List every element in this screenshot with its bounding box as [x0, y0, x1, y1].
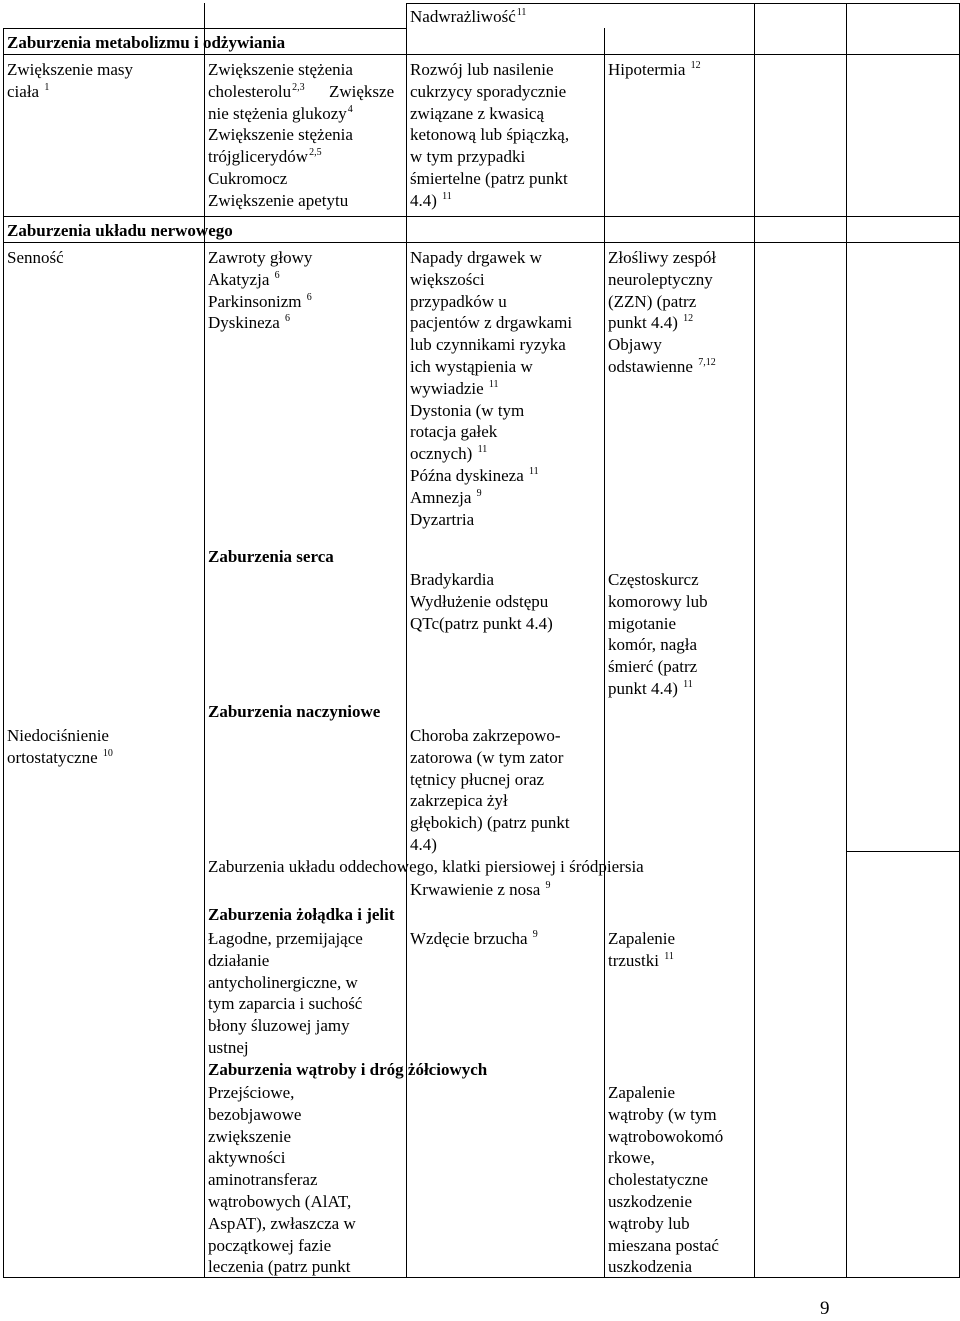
cell-line-text: QTc(patrz punkt 4.4): [410, 613, 553, 633]
cell-line: [410, 769, 570, 791]
cell-line: [608, 1191, 723, 1213]
reference-superscript: 11: [683, 678, 693, 690]
reference-superscript: 11: [442, 190, 452, 202]
reference-superscript: 12: [683, 313, 694, 325]
cell-line: [208, 1169, 356, 1191]
reference-superscript: 4: [347, 103, 353, 115]
cell-line: [410, 928, 538, 950]
cell-line-text: tym zaparcia i suchość: [208, 994, 363, 1014]
reference-superscript: 2,5: [309, 147, 322, 159]
cell-line-text: bezobjawowe: [208, 1104, 302, 1124]
reference-superscript: 2,3: [292, 81, 305, 93]
cell-line-text: zwiększenie: [208, 1126, 292, 1146]
cell-line: [608, 334, 716, 356]
cell-line-text: wątrobowokomó: [608, 1126, 724, 1146]
cell-line-text: Przejściowe,: [208, 1083, 295, 1102]
cell-line-text: Późna dyskineza: [410, 465, 529, 485]
cell-line-text: rotacja gałek: [410, 422, 498, 442]
cell-line: [208, 993, 363, 1015]
cell-line-text: Akatyzja: [208, 269, 274, 289]
cell-line: [410, 400, 572, 422]
cell-line: [608, 613, 708, 635]
cell-line-text: ocznych): [410, 444, 477, 464]
cell-line: [410, 487, 572, 509]
reference-superscript: 10: [102, 747, 113, 759]
gastro-col3-cell: [410, 928, 538, 950]
respiratory-col3-cell: [410, 879, 551, 901]
cell-line: [208, 1191, 356, 1213]
cell-line: [208, 1037, 363, 1059]
cell-line-text: nie stężenia glukozy: [208, 103, 347, 123]
cell-line-text: cholesterolu: [208, 81, 292, 101]
cell-line-text: większości: [410, 269, 485, 289]
cell-line: [410, 591, 553, 613]
section-metabolic: Zaburzenia metabolizmu i odżywiania: [7, 33, 286, 52]
cell-line-text: Zapalenie: [608, 929, 676, 948]
cell-line: [410, 465, 572, 487]
cell-line: [410, 834, 570, 856]
cell-line-text: Zwiększenie stężenia: [208, 125, 353, 145]
cell-line-text: wątroby (w tym: [608, 1104, 717, 1124]
cell-line: [208, 1256, 356, 1278]
cell-line-text: wątrobowych (AlAT,: [208, 1191, 352, 1211]
cell-line: [208, 59, 353, 81]
cell-line: [208, 972, 363, 994]
cell-line: [208, 950, 363, 972]
cell-line: [208, 1104, 356, 1126]
cell-line-text: Parkinsonizm: [208, 291, 306, 311]
cell-line: [608, 1169, 723, 1191]
cell-line: [410, 747, 570, 769]
cell-line: [608, 928, 675, 950]
cell-line-text: punkt 4.4): [608, 313, 683, 333]
reference-superscript: 9: [476, 487, 482, 499]
cell-line: [608, 356, 716, 378]
cell-line-text: zakrzepica żył: [410, 791, 508, 811]
hepatobiliary-col2-cell: [208, 1082, 356, 1278]
cardiac-col4-cell: [608, 569, 708, 700]
cell-line: [410, 613, 553, 635]
cell-line: [7, 59, 133, 81]
cell-line-text: 4.4): [410, 190, 442, 210]
cell-line: [608, 247, 716, 269]
cell-line-text: komorowy lub: [608, 591, 708, 611]
cell-line-text: Dystonia (w tym: [410, 400, 525, 420]
cell-line: [608, 1082, 723, 1104]
cell-line: [208, 168, 353, 190]
cell-line: [208, 247, 312, 269]
cell-line-text: Choroba zakrzepowo-: [410, 726, 561, 745]
cell-line-text: przypadków u: [410, 291, 507, 311]
gastro-col4-cell: [608, 928, 675, 972]
cell-line: [7, 725, 113, 747]
cell-line: [410, 378, 572, 400]
cell-line-text: neuroleptyczny: [608, 269, 713, 289]
cell-line: [410, 421, 572, 443]
cell-line: [608, 1147, 723, 1169]
cell-line-text: śmierć (patrz: [608, 657, 698, 677]
reference-superscript: 11: [488, 378, 499, 390]
cell-line: [410, 103, 569, 125]
cell-line: [608, 569, 708, 591]
section-hepatobiliary: Zaburzenia wątroby i dróg żółciowych: [208, 1060, 488, 1079]
cell-line-text: błony śluzowej jamy: [208, 1016, 350, 1036]
cell-line-text: Wydłużenie odstępu: [410, 591, 549, 611]
cell-line: [608, 656, 708, 678]
cell-line-text: uszkodzenie: [608, 1191, 693, 1211]
cell-line: [208, 312, 312, 334]
section-cardiac: Zaburzenia serca: [208, 547, 334, 566]
section-nervous: Zaburzenia układu nerwowego: [7, 221, 233, 240]
cell-line-text: Bradykardia: [410, 570, 495, 589]
cell-line: [208, 1015, 363, 1037]
cell-line-text: w tym przypadki: [410, 147, 526, 167]
cell-line: [410, 790, 570, 812]
cell-line-text: wywiadzie: [410, 378, 488, 398]
cell-line-text: lub czynnikami ryzyka: [410, 335, 566, 355]
reference-superscript: 6: [285, 313, 291, 325]
cell-line-text: ketonową lub śpiączką,: [410, 125, 570, 145]
cell-line-text: mieszana postać: [608, 1235, 719, 1255]
cell-line: [410, 59, 569, 81]
reference-superscript: 9: [545, 880, 551, 891]
cell-line-text: Senność: [7, 248, 64, 267]
cell-line-text: ciała: [7, 81, 44, 101]
cell-line-text: początkowej fazie: [208, 1235, 332, 1255]
cell-line-text: związane z kwasicą: [410, 103, 545, 123]
cell-line-text: Dyzartria: [410, 509, 475, 529]
cell-line-text: cukrzycy sporadycznie: [410, 81, 567, 101]
hepatobiliary-col4-cell: [608, 1082, 723, 1278]
cell-line: [410, 879, 551, 901]
cell-line-text: Złośliwy zespół: [608, 248, 717, 267]
cell-line: [208, 103, 353, 125]
reference-superscript: 12: [690, 60, 701, 71]
metabolic-col1-cell: [7, 59, 133, 103]
cell-line: [608, 1126, 723, 1148]
vascular-col3-cell: [410, 725, 570, 856]
cell-line-text: tętnicy płucnej oraz: [410, 769, 545, 789]
gastro-col2-cell: [208, 928, 363, 1059]
vascular-col1-cell: [7, 725, 113, 769]
nervous-col3-cell: [410, 247, 572, 530]
cell-line: [410, 509, 572, 531]
nervous-col2-cell: [208, 247, 312, 334]
cell-line-text: cholestatyczne: [608, 1170, 709, 1190]
cell-line: [608, 291, 716, 313]
cell-line: [410, 312, 572, 334]
cell-line: [208, 291, 312, 313]
cell-line: [608, 59, 701, 81]
cell-line-text: 4.4): [410, 834, 437, 854]
cell-line: [410, 291, 572, 313]
cell-line-text: śmiertelne (patrz punkt: [410, 168, 568, 188]
cell-line: [208, 1235, 356, 1257]
reference-superscript: 11: [664, 950, 674, 962]
cell-line: [410, 168, 569, 190]
cell-line: [208, 269, 312, 291]
cell-line: [410, 725, 570, 747]
cell-line-text: ortostatyczne: [7, 747, 102, 767]
cell-line: [7, 747, 113, 769]
cell-line-text: Hipotermia: [608, 60, 690, 79]
reference-superscript: 7,12: [698, 356, 716, 368]
reference-superscript: 6: [274, 269, 280, 281]
cell-line: [410, 81, 569, 103]
cell-line: [608, 1256, 723, 1278]
hypersensitivity-label: Nadwrażliwość$^{11}$: [410, 7, 527, 26]
cell-line: [7, 81, 133, 103]
cell-line: [410, 124, 569, 146]
cardiac-col3-cell: [410, 569, 553, 634]
cell-line: [608, 1104, 723, 1126]
cell-line-text: Amnezja: [410, 487, 476, 507]
cell-line: [410, 334, 572, 356]
cell-line-text: punkt 4.4): [608, 678, 683, 698]
cell-line-text: Zawroty głowy: [208, 248, 313, 267]
cell-line: [208, 1147, 356, 1169]
metabolic-col2-overflow: Zwiększe: [329, 82, 395, 101]
reference-superscript: 9: [532, 929, 538, 940]
cell-line-text: odstawienne: [608, 356, 698, 376]
cell-line: [608, 1235, 723, 1257]
cell-line-text: Rozwój lub nasilenie: [410, 60, 554, 79]
cell-line-text: Dyskineza: [208, 313, 285, 333]
page-number: 9: [820, 1298, 830, 1319]
cell-line-text: trójglicerydów: [208, 147, 309, 167]
cell-line-text: uszkodzenia: [608, 1257, 693, 1277]
metabolic-col3-cell: [410, 59, 569, 212]
cell-line: [410, 812, 570, 834]
cell-line-text: działanie: [208, 950, 270, 970]
cell-line-text: Łagodne, przemijające: [208, 929, 363, 948]
cell-line: [410, 247, 572, 269]
nervous-col4-cell: [608, 247, 716, 378]
cell-line-text: Zwiększenie apetytu: [208, 190, 349, 210]
cell-line: [410, 356, 572, 378]
cell-line: [608, 591, 708, 613]
reference-superscript: 11: [477, 444, 488, 456]
cell-line-text: Niedociśnienie: [7, 726, 109, 745]
cell-line-text: Krwawienie z nosa: [410, 880, 545, 899]
cell-line-text: ustnej: [208, 1037, 249, 1057]
cell-line: [208, 928, 363, 950]
cell-line: [208, 124, 353, 146]
cell-line-text: migotanie: [608, 613, 676, 633]
cell-line: [410, 569, 553, 591]
cell-line-text: Napady drgawek w: [410, 248, 542, 267]
cell-line: [608, 634, 708, 656]
cell-line: [208, 1082, 356, 1104]
cell-line: [208, 1126, 356, 1148]
cell-line-text: Częstoskurcz: [608, 570, 699, 589]
cell-line-text: antycholinergiczne, w: [208, 972, 358, 992]
cell-line-text: pacjentów z drgawkami: [410, 313, 573, 333]
cell-line-text: zatorowa (w tym zator: [410, 747, 564, 767]
cell-line-text: Cukromocz: [208, 168, 288, 188]
cell-line: [410, 190, 569, 212]
cell-line-text: leczenia (patrz punkt: [208, 1257, 351, 1277]
cell-line: [608, 312, 716, 334]
cell-line: [7, 247, 64, 269]
cell-line-text: głębokich) (patrz punkt: [410, 813, 570, 833]
cell-line: [208, 1213, 356, 1235]
section-vascular: Zaburzenia naczyniowe: [208, 702, 381, 721]
cell-line-text: AspAT), zwłaszcza w: [208, 1213, 356, 1233]
metabolic-col4-cell: [608, 59, 701, 81]
cell-line-text: trzustki: [608, 950, 664, 970]
cell-line: [608, 1213, 723, 1235]
cell-line: [410, 443, 572, 465]
cell-line: [410, 269, 572, 291]
cell-line-text: Zwiększenie masy: [7, 60, 134, 79]
cell-line: [608, 678, 708, 700]
cell-line-text: Wzdęcie brzucha: [410, 929, 532, 948]
cell-line-text: wątroby lub: [608, 1213, 690, 1233]
cell-line: [410, 146, 569, 168]
cell-line-text: aminotransferaz: [208, 1170, 318, 1190]
cell-line: [608, 950, 675, 972]
cell-line: [608, 269, 716, 291]
reference-superscript: 1: [44, 81, 50, 93]
cell-line-text: (ZZN) (patrz: [608, 291, 697, 311]
cell-line-text: rkowe,: [608, 1148, 655, 1168]
nervous-col1-cell: [7, 247, 64, 269]
cell-line-text: komór, nagła: [608, 635, 698, 655]
cell-line: [208, 190, 353, 212]
section-gastro: Zaburzenia żołądka i jelit: [208, 905, 395, 924]
cell-line-text: aktywności: [208, 1148, 286, 1168]
reference-superscript: 11: [529, 465, 539, 477]
cell-line-text: Objawy: [608, 335, 662, 355]
cell-line-text: ich wystąpienia w: [410, 356, 533, 376]
reference-superscript: 6: [306, 291, 312, 303]
cell-line: [208, 146, 353, 168]
cell-line-text: Zapalenie: [608, 1083, 676, 1102]
section-respiratory: Zaburzenia układu oddechowego, klatki piersiowej i śródpiersia: [208, 857, 644, 876]
cell-line-text: Zwiększenie stężenia: [208, 60, 353, 79]
